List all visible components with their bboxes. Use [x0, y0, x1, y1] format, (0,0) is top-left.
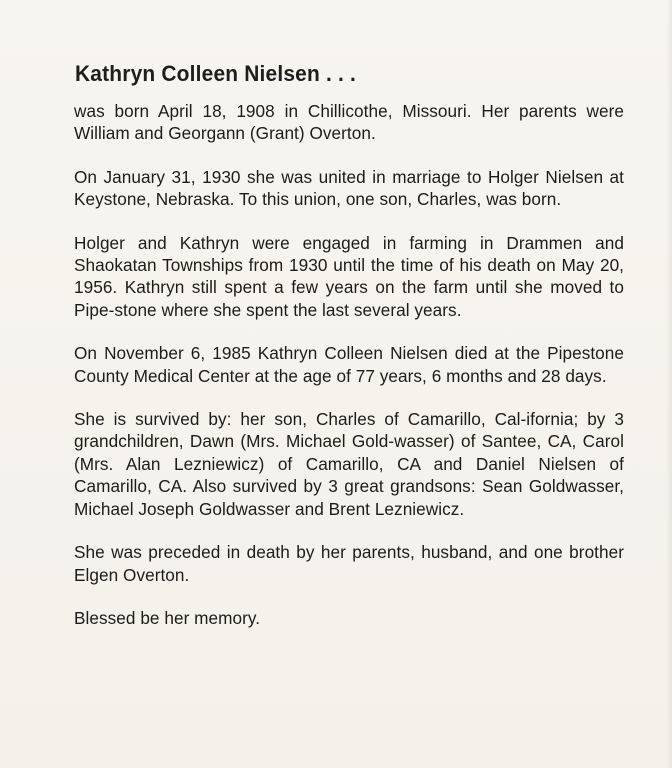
paragraph-birth: was born April 18, 1908 in Chillicothe, Missouri. Her parents were William and Georgann (Grant) Overton. — [74, 101, 624, 144]
obituary-body — [74, 58, 624, 629]
paragraph-death: On November 6, 1985 Kathryn Colleen Nielsen died at the Pipestone County Medical Center at the age of 77 years, 6 months and 28 days. — [74, 343, 624, 386]
paragraph-survivors: She is survived by: her son, Charles of Camarillo, Cal-ifornia; by 3 grandchildren, Dawn (Mrs. Michael Gold-wasser) of Santee, CA, Carol (Mrs. Alan Lezniewicz) of Camarillo, CA and Daniel Nielsen of Camarillo, CA. Also survived by 3 great grandsons: Sean Goldwasser, Michael Joseph Goldwasser and Brent Lezniewicz. — [74, 409, 624, 519]
paragraph-farming: Holger and Kathryn were engaged in farming in Drammen and Shaokatan Townships from 1930 until the time of his death on May 20, 1956. Kathryn still spent a few years on the farm until she moved to Pipe-stone where she spent the last several years. — [74, 232, 624, 320]
paragraph-preceded: She was preceded in death by her parents, husband, and one brother Elgen Overton. — [74, 542, 624, 585]
paragraph-marriage: On January 31, 1930 she was united in marriage to Holger Nielsen at Keystone, Nebraska. To this union, one son, Charles, was born. — [74, 166, 624, 210]
page-edge-shadow — [666, 0, 672, 768]
paragraph-closing: Blessed be her memory. — [74, 607, 261, 628]
obituary-title: Kathryn Colleen Nielsen . . . — [75, 61, 356, 86]
